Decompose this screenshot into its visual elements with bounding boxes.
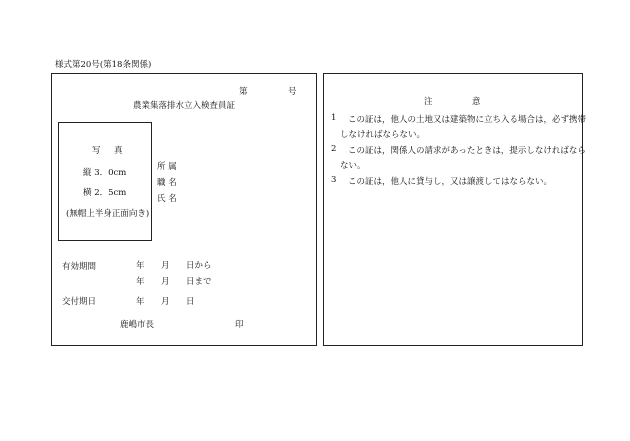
card-number-suffix: 号 (288, 87, 297, 97)
issue-date-label: 交付期日 (62, 297, 97, 307)
card-title: 農業集落排水立入検査員証 (133, 101, 236, 111)
photo-height: 縦 3．0cm (83, 168, 127, 178)
validity-from-year: 年 (136, 261, 145, 271)
form-label: 様式第20号(第18条関係) (55, 60, 152, 70)
field-affiliation: 所 属 (157, 162, 177, 172)
validity-from-day: 日から (186, 261, 212, 271)
issue-year: 年 (136, 297, 145, 307)
validity-to-month: 月 (161, 277, 170, 287)
validity-label: 有効期間 (62, 262, 97, 272)
issue-month: 月 (161, 297, 170, 307)
notes-title-2: 意 (472, 97, 481, 107)
issuer: 鹿嶋市長 (120, 320, 155, 330)
seal-mark: 印 (235, 320, 244, 330)
field-name: 氏 名 (157, 194, 177, 204)
validity-to-day: 日まで (186, 277, 212, 287)
card-number-label: 第 (239, 87, 248, 97)
photo-width: 横 2．5cm (83, 188, 127, 198)
note-2-line-1: この証は，関係人の請求があったときは，提示しなければなら (348, 146, 586, 156)
note-2-line-2: ない。 (340, 161, 366, 171)
note-3-line-1: この証は，他人に貸与し，又は譲渡してはならない。 (348, 177, 553, 187)
note-3-number: 3 (331, 175, 337, 185)
validity-from-month: 月 (161, 261, 170, 271)
validity-to-year: 年 (136, 277, 145, 287)
field-position: 職 名 (157, 178, 177, 188)
note-1-line-2: しなければならない。 (340, 130, 426, 140)
photo-label-1: 写 (92, 146, 101, 156)
photo-box (58, 122, 152, 241)
photo-label-2: 真 (114, 146, 123, 156)
notes-title-1: 注 (424, 97, 433, 107)
note-1-number: 1 (331, 113, 337, 123)
note-2-number: 2 (331, 144, 337, 154)
note-1-line-1: この証は，他人の土地又は建築物に立ち入る場合は，必ず携帯 (348, 115, 587, 125)
issue-day: 日 (186, 297, 195, 307)
photo-note: (無帽上半身正面向き) (66, 209, 150, 219)
